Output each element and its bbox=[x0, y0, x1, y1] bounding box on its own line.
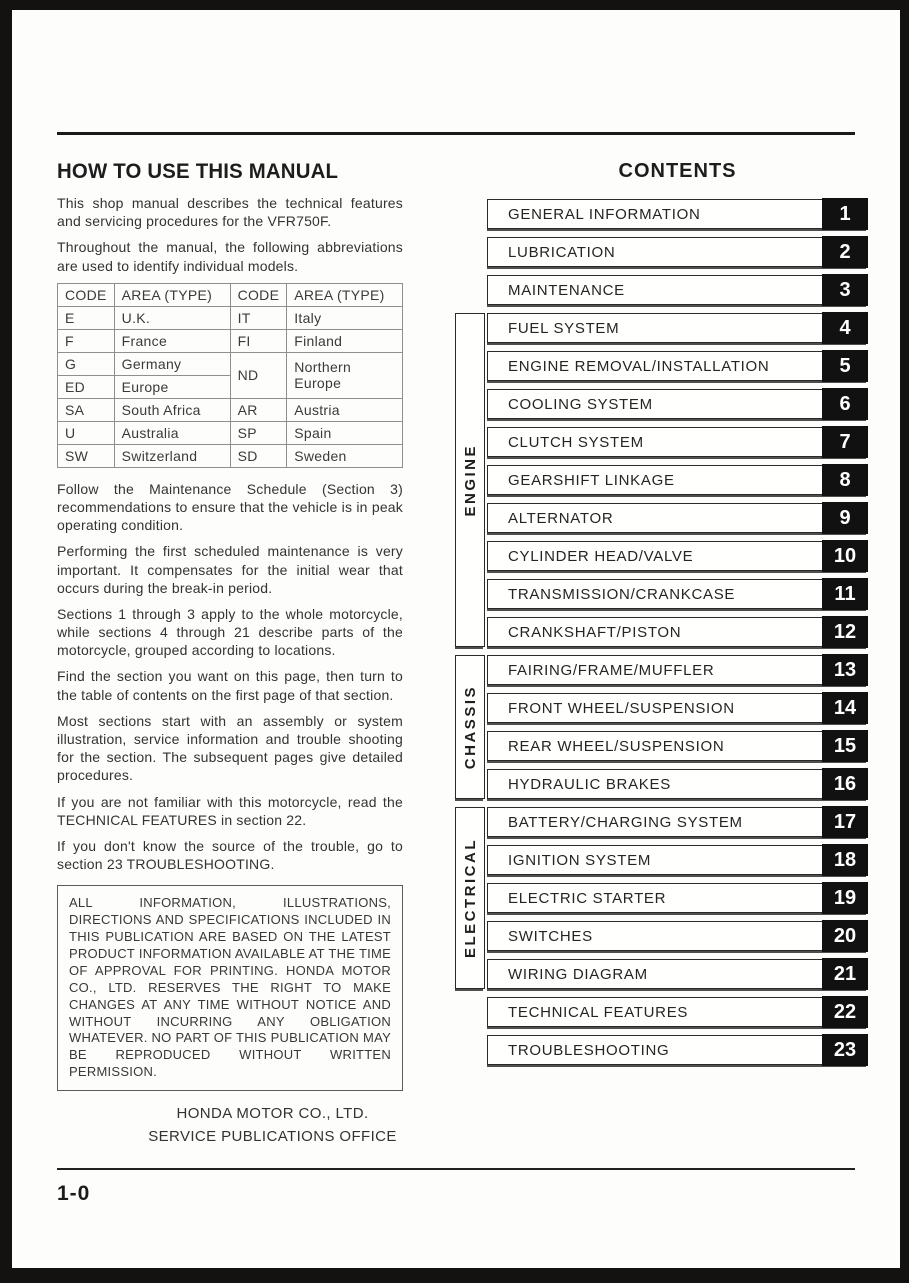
code-table-row bbox=[58, 444, 403, 467]
disclaimer-box: ALL INFORMATION, ILLUSTRATIONS, DIRECTIONS AND SPECIFICATIONS INCLUDED IN THIS PUBLICATION ARE BASED ON THE LATEST PRODUCT INFORMATION AVAILABLE AT THE TIME OF APPROVAL FOR PRINTING. HONDA MOTOR CO., LTD. RESERVES THE RIGHT TO MAKE CHANGES AT ANY TIME WITHOUT NOTICE AND WITHOUT INCURRING ANY OBLIGATION WHATEVER. NO PART OF THIS PUBLICATION MAY BE REPRODUCED WITHOUT WRITTEN PERMISSION. bbox=[57, 885, 403, 1091]
contents-item-label: TRANSMISSION/CRANKCASE bbox=[508, 585, 736, 603]
contents-item bbox=[487, 845, 868, 875]
section-number-badge: 10 bbox=[822, 540, 868, 572]
contents-item-label: FRONT WHEEL/SUSPENSION bbox=[508, 699, 735, 717]
contents-item-label: SWITCHES bbox=[508, 927, 593, 945]
code-table-cell: SA bbox=[58, 398, 115, 421]
code-table-cell: IT bbox=[230, 306, 287, 329]
contents-item bbox=[487, 541, 868, 571]
contents-item bbox=[487, 617, 868, 647]
publisher-block bbox=[57, 1103, 403, 1148]
contents-item-label: GEARSHIFT LINKAGE bbox=[508, 471, 675, 489]
body-paragraph: Find the section you want on this page, then turn to the table of contents on the first page of that section. bbox=[57, 668, 403, 703]
code-table-cell: Sweden bbox=[287, 444, 403, 467]
code-table-header-cell: AREA (TYPE) bbox=[114, 283, 230, 306]
section-number-badge: 17 bbox=[822, 806, 868, 838]
code-table-header-cell: AREA (TYPE) bbox=[287, 283, 403, 306]
contents-item bbox=[487, 997, 868, 1027]
section-number-badge: 9 bbox=[822, 502, 868, 534]
contents-list bbox=[487, 199, 868, 1065]
body-paragraphs bbox=[57, 480, 403, 874]
contents-item bbox=[487, 883, 868, 913]
bottom-rule bbox=[57, 1168, 855, 1170]
section-number-badge: 18 bbox=[822, 844, 868, 876]
code-table-cell: Italy bbox=[287, 306, 403, 329]
contents-item-label: COOLING SYSTEM bbox=[508, 395, 653, 413]
contents-item bbox=[487, 465, 868, 495]
contents-item-label: MAINTENANCE bbox=[508, 281, 625, 299]
publisher-line-1: HONDA MOTOR CO., LTD. bbox=[176, 1105, 369, 1123]
contents-item-label: WIRING DIAGRAM bbox=[508, 965, 648, 983]
code-table-cell: SD bbox=[230, 444, 287, 467]
contents-item bbox=[487, 237, 868, 267]
section-number-badge: 15 bbox=[822, 730, 868, 762]
contents-item-label: TROUBLESHOOTING bbox=[508, 1041, 670, 1059]
section-number-badge: 3 bbox=[822, 274, 868, 306]
code-table-cell: E bbox=[58, 306, 115, 329]
section-number-badge: 11 bbox=[822, 578, 868, 610]
contents-item bbox=[487, 351, 868, 381]
how-to-title: HOW TO USE THIS MANUAL bbox=[57, 160, 339, 183]
section-number-badge: 5 bbox=[822, 350, 868, 382]
contents-item bbox=[487, 959, 868, 989]
code-table-row bbox=[58, 329, 403, 352]
top-rule bbox=[57, 132, 855, 135]
code-table-row bbox=[58, 421, 403, 444]
code-table-cell: U bbox=[58, 421, 115, 444]
contents-item-label: FAIRING/FRAME/MUFFLER bbox=[508, 661, 715, 679]
intro-paragraph: Throughout the manual, the following abbreviations are used to identify individual models. bbox=[57, 239, 403, 274]
contents-item-label: IGNITION SYSTEM bbox=[508, 851, 652, 869]
code-table-header-cell: CODE bbox=[230, 283, 287, 306]
how-to-column bbox=[57, 160, 403, 1148]
code-table-cell: SW bbox=[58, 444, 115, 467]
contents-item-label: CRANKSHAFT/PISTON bbox=[508, 623, 682, 641]
group-bracket-electrical bbox=[455, 807, 485, 989]
code-table-cell: Australia bbox=[114, 421, 230, 444]
section-number-badge: 13 bbox=[822, 654, 868, 686]
section-number-badge: 2 bbox=[822, 236, 868, 268]
group-bracket-engine bbox=[455, 313, 485, 647]
contents-item bbox=[487, 921, 868, 951]
code-table-cell: Northern Europe bbox=[287, 352, 403, 398]
body-paragraph: Sections 1 through 3 apply to the whole motorcycle, while sections 4 through 21 describe parts of the motorcycle, grouped according to locations. bbox=[57, 605, 403, 659]
code-table-cell: Switzerland bbox=[114, 444, 230, 467]
contents-item-label: ELECTRIC STARTER bbox=[508, 889, 667, 907]
code-table-cell: South Africa bbox=[114, 398, 230, 421]
code-table-cell: FI bbox=[230, 329, 287, 352]
code-table-row bbox=[58, 306, 403, 329]
contents-title: CONTENTS bbox=[618, 160, 737, 182]
section-number-badge: 1 bbox=[822, 198, 868, 230]
contents-item-label: BATTERY/CHARGING SYSTEM bbox=[508, 813, 743, 831]
code-table-cell: Finland bbox=[287, 329, 403, 352]
contents-item-label: FUEL SYSTEM bbox=[508, 319, 620, 337]
code-table-cell: Germany bbox=[114, 352, 230, 375]
code-table-cell: Europe bbox=[114, 375, 230, 398]
contents-item-label: TECHNICAL FEATURES bbox=[508, 1003, 689, 1021]
contents-item bbox=[487, 731, 868, 761]
contents-item-label: CLUTCH SYSTEM bbox=[508, 433, 644, 451]
code-table-row bbox=[58, 398, 403, 421]
group-label: ENGINE bbox=[461, 443, 479, 517]
group-bracket-chassis bbox=[455, 655, 485, 799]
section-number-badge: 22 bbox=[822, 996, 868, 1028]
group-label: CHASSIS bbox=[461, 684, 479, 770]
code-table-cell: ND bbox=[230, 352, 287, 398]
intro-paragraph: This shop manual describes the technical features and servicing procedures for the VFR750F. bbox=[57, 195, 403, 230]
contents-item bbox=[487, 807, 868, 837]
code-table-cell: ED bbox=[58, 375, 115, 398]
contents-item bbox=[487, 1035, 868, 1065]
contents-item bbox=[487, 275, 868, 305]
page-number: 1-0 bbox=[57, 1182, 91, 1205]
section-number-badge: 6 bbox=[822, 388, 868, 420]
contents-item bbox=[487, 199, 868, 229]
code-table-cell: Spain bbox=[287, 421, 403, 444]
body-paragraph: Follow the Maintenance Schedule (Section 3) recommendations to ensure that the vehicle is in peak operating condition. bbox=[57, 480, 403, 534]
code-table-cell: SP bbox=[230, 421, 287, 444]
contents-item bbox=[487, 693, 868, 723]
code-table-cell: F bbox=[58, 329, 115, 352]
section-number-badge: 4 bbox=[822, 312, 868, 344]
contents-item bbox=[487, 313, 868, 343]
contents-item bbox=[487, 579, 868, 609]
code-table-header-row bbox=[58, 283, 403, 306]
code-table-row bbox=[58, 352, 403, 375]
contents-item bbox=[487, 503, 868, 533]
body-paragraph: Performing the first scheduled maintenance is very important. It compensates for the initial wear that occurs during the break-in period. bbox=[57, 543, 403, 596]
contents-item-label: ALTERNATOR bbox=[508, 509, 614, 527]
publisher-line-2: SERVICE PUBLICATIONS OFFICE bbox=[148, 1127, 397, 1145]
code-table-cell: G bbox=[58, 352, 115, 375]
code-table-cell: Austria bbox=[287, 398, 403, 421]
contents-item-label: ENGINE REMOVAL/INSTALLATION bbox=[508, 357, 770, 375]
section-number-badge: 7 bbox=[822, 426, 868, 458]
code-table-cell: AR bbox=[230, 398, 287, 421]
section-number-badge: 23 bbox=[822, 1034, 868, 1066]
contents-item-label: CYLINDER HEAD/VALVE bbox=[508, 547, 694, 565]
contents-item bbox=[487, 769, 868, 799]
contents-item-label: GENERAL INFORMATION bbox=[508, 205, 701, 223]
code-table-body bbox=[58, 306, 403, 467]
group-label: ELECTRICAL bbox=[461, 838, 479, 958]
contents-item bbox=[487, 655, 868, 685]
contents-item-label: REAR WHEEL/SUSPENSION bbox=[508, 737, 725, 755]
section-number-badge: 20 bbox=[822, 920, 868, 952]
contents-item-label: HYDRAULIC BRAKES bbox=[508, 775, 671, 793]
section-number-badge: 8 bbox=[822, 464, 868, 496]
contents-item bbox=[487, 427, 868, 457]
contents-item bbox=[487, 389, 868, 419]
body-paragraph: Most sections start with an assembly or system illustration, service information and trouble shooting for the section. The subsequent pages give detailed procedures. bbox=[57, 712, 403, 784]
section-number-badge: 12 bbox=[822, 616, 868, 648]
code-table-header-cell: CODE bbox=[58, 283, 115, 306]
section-number-badge: 16 bbox=[822, 768, 868, 800]
model-code-table bbox=[57, 283, 403, 468]
contents-item-label: LUBRICATION bbox=[508, 243, 616, 261]
section-number-badge: 19 bbox=[822, 882, 868, 914]
contents-body bbox=[455, 199, 868, 1065]
intro-paragraphs bbox=[57, 194, 403, 275]
body-paragraph: If you don't know the source of the trouble, go to section 23 TROUBLESHOOTING. bbox=[57, 837, 403, 873]
contents-column bbox=[455, 160, 868, 1073]
code-table-cell: France bbox=[114, 329, 230, 352]
section-number-badge: 21 bbox=[822, 958, 868, 990]
code-table-cell: U.K. bbox=[114, 306, 230, 329]
section-number-badge: 14 bbox=[822, 692, 868, 724]
body-paragraph: If you are not familiar with this motorcycle, read the TECHNICAL FEATURES in section 22. bbox=[57, 793, 403, 828]
